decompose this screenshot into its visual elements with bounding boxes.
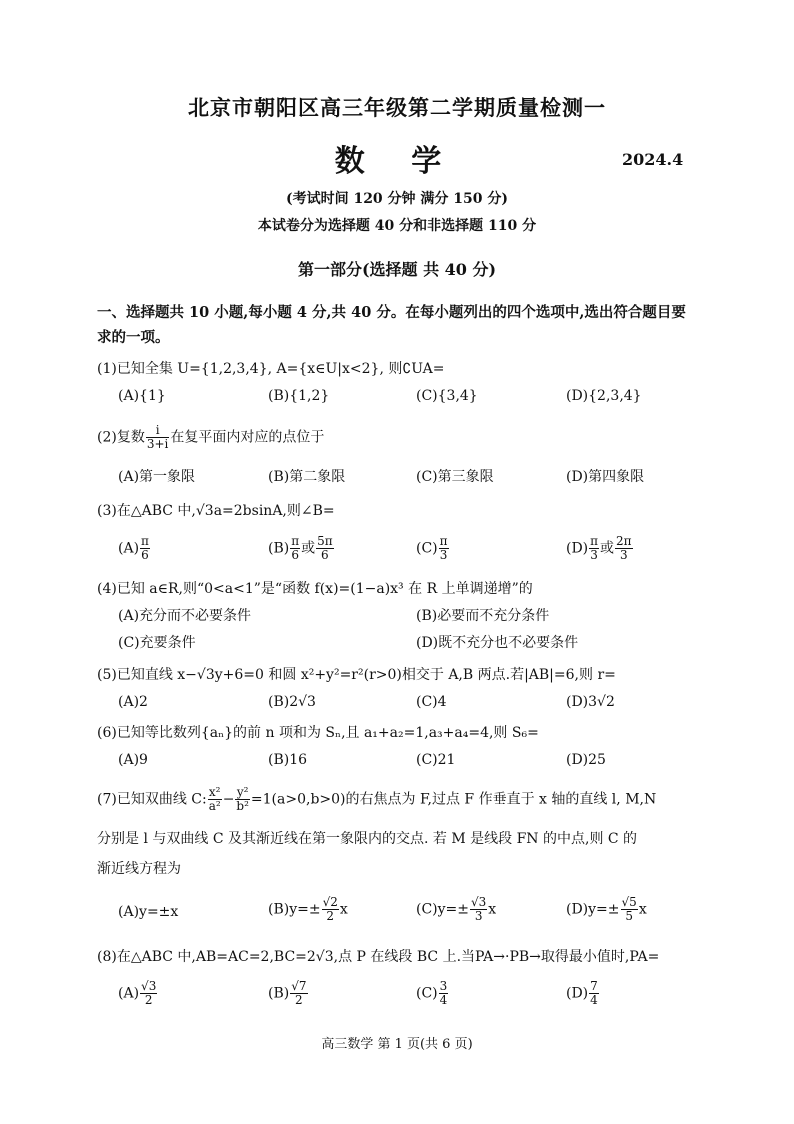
score-breakdown: 本试卷分为选择题 40 分和非选择题 110 分 [257, 218, 537, 234]
q8-option-b: (B) $\frac{√7}{2}$ [268, 979, 307, 1007]
subject-title: 数 学 [334, 144, 460, 179]
q6-option-b: (B)16 [268, 752, 308, 768]
question-8-stem: (8)在△ABC 中,AB=AC=2,BC=2√3,点 P 在线段 BC 上.当PA→·PB→取得最小值时,PA= [97, 949, 660, 965]
q4-option-d: (D)既不充分也不必要条件 [416, 635, 579, 651]
q7-option-d: (D)y=± $\frac{√5}{5}$ x [566, 895, 647, 923]
q5-option-b: (B)2√3 [268, 694, 316, 710]
question-7-line-3: 渐近线方程为 [97, 861, 181, 877]
exam-date: 2024.4 [622, 150, 684, 169]
q7-option-a: (A)y=±x [118, 904, 179, 920]
q8-option-d: (D) $\frac{7}{4}$ [566, 979, 598, 1007]
exam-title: 北京市朝阳区高三年级第二学期质量检测一 [188, 95, 606, 120]
q1-option-a: (A){1} [118, 388, 166, 404]
q2-fraction: $\frac{i}{3+i}$ [146, 423, 169, 451]
q4-option-c: (C)充要条件 [118, 635, 196, 651]
q5-option-c: (C)4 [416, 694, 447, 710]
part-title: 第一部分(选择题 共 40 分) [297, 260, 497, 279]
question-3-stem: (3)在△ABC 中,√3a=2bsinA,则∠B= [97, 503, 335, 519]
question-7-line-2: 分别是 l 与双曲线 C 及其渐近线在第一象限内的交点. 若 M 是线段 FN 的中点,则 C 的 [97, 831, 638, 847]
q3-option-c: (C) $\frac{\pi}{3}$ [416, 534, 448, 562]
q2-option-d: (D)第四象限 [566, 469, 645, 485]
q2-option-c: (C)第三象限 [416, 469, 494, 485]
q1-option-b: (B){1,2} [268, 388, 330, 404]
exam-time-info: (考试时间 120 分钟 满分 150 分) [285, 191, 509, 207]
q2-option-b: (B)第二象限 [268, 469, 346, 485]
q8-option-c: (C) $\frac{3}{4}$ [416, 979, 448, 1007]
q3-option-b: (B) $\frac{\pi}{6}$ 或 $\frac{5\pi}{6}$ [268, 534, 333, 562]
q8-option-a: (A) $\frac{√3}{2}$ [118, 979, 157, 1007]
q6-option-a: (A)9 [118, 752, 148, 768]
q6-option-c: (C)21 [416, 752, 456, 768]
q6-option-d: (D)25 [566, 752, 606, 768]
q3-option-d: (D) $\frac{\pi}{3}$ 或 $\frac{2\pi}{3}$ [566, 534, 632, 562]
q7-option-b: (B)y=± $\frac{√2}{2}$ x [268, 895, 348, 923]
q4-option-b: (B)必要而不充分条件 [416, 608, 550, 624]
q7-option-c: (C)y=± $\frac{√3}{3}$ x [416, 895, 497, 923]
q1-option-c: (C){3,4} [416, 388, 478, 404]
question-2-stem: (2)复数 $\frac{i}{3+i}$ 在复平面内对应的点位于 [97, 423, 325, 451]
q5-option-a: (A)2 [118, 694, 148, 710]
question-4-stem: (4)已知 a∈R,则“0<a<1”是“函数 f(x)=(1−a)x³ 在 R 上单调递增”的 [97, 581, 533, 597]
question-6-stem: (6)已知等比数列{aₙ}的前 n 项和为 Sₙ,且 a₁+a₂=1,a₃+a₄=4,则 S₆= [97, 725, 539, 741]
question-1-stem: (1)已知全集 U={1,2,3,4}, A={x∈U|x<2}, 则∁UA= [97, 361, 445, 377]
section-intro: 一、选择题共 10 小题,每小题 4 分,共 40 分。在每小题列出的四个选项中,选出符合题目要求的一项。 [97, 304, 686, 346]
q4-option-a: (A)充分而不必要条件 [118, 608, 252, 624]
q1-option-d: (D){2,3,4} [566, 388, 642, 404]
q3-option-a: (A) $\frac{\pi}{6}$ [118, 534, 149, 562]
q2-option-a: (A)第一象限 [118, 469, 196, 485]
question-7-stem: (7)已知双曲线 C: $\frac{\text{x²}}{\text{a²}}$ − $\frac{\text{y²}}{\text{b²}}$ =1(a>0,b>0)的右焦点为 F,过点 F 作垂直于 x 轴的直线 l, M,N [97, 785, 657, 813]
question-5-stem: (5)已知直线 x−√3y+6=0 和圆 x²+y²=r²(r>0)相交于 A,B 两点.若|AB|=6,则 r= [97, 667, 616, 683]
q5-option-d: (D)3√2 [566, 694, 615, 710]
page-footer: 高三数学 第 1 页(共 6 页) [321, 1037, 473, 1052]
